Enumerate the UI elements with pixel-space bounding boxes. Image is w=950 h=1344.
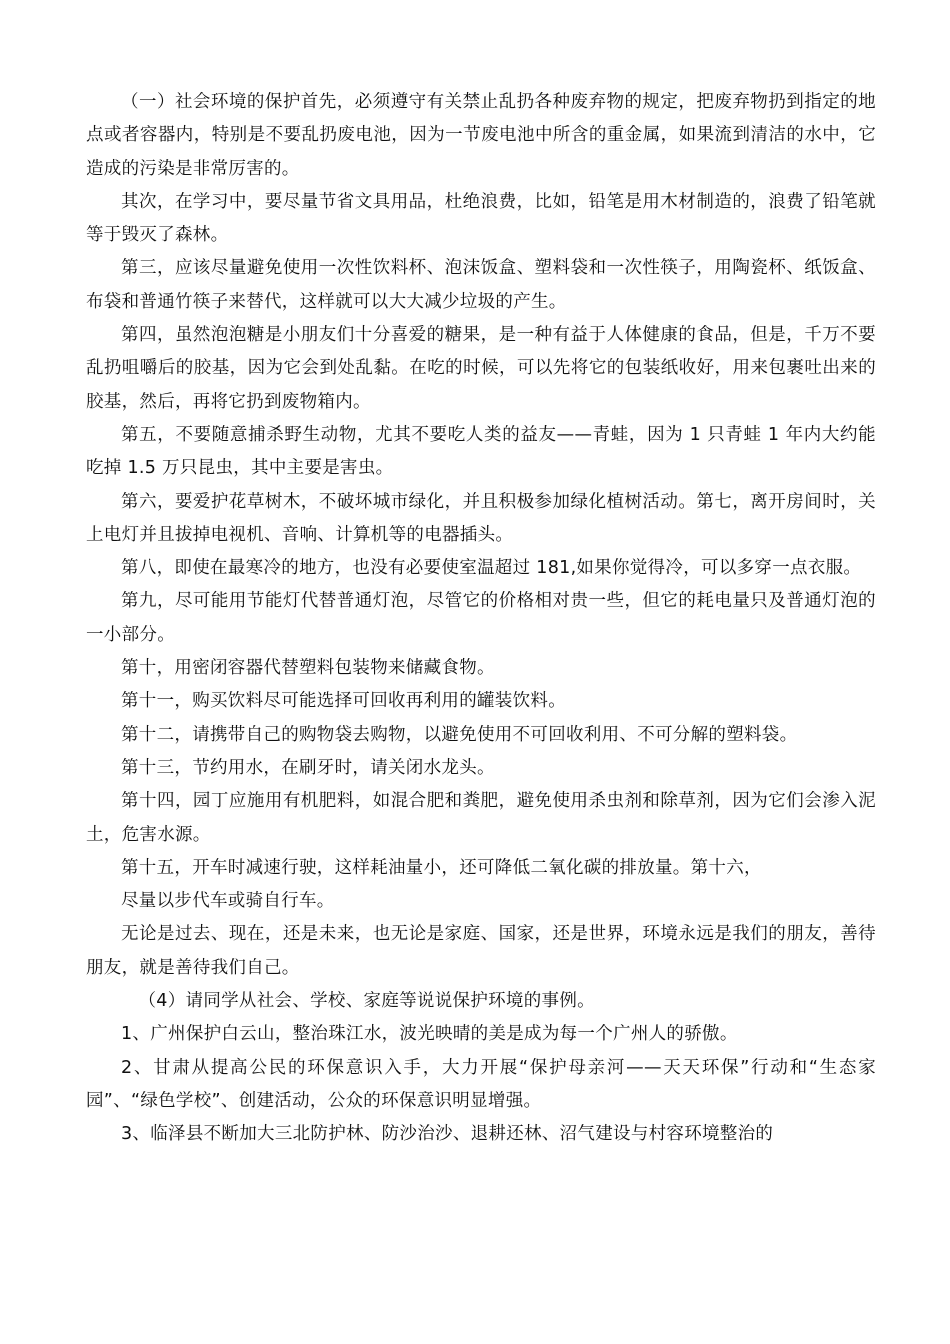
paragraph-third: 第三，应该尽量避免使用一次性饮料杯、泡沫饭盒、塑料袋和一次性筷子，用陶瓷杯、纸饭盒、布袋和普通竹筷子来替代，这样就可以大大减少垃圾的产生。 xyxy=(86,258,876,312)
paragraph-second: 其次，在学习中，要尽量节省文具用品，杜绝浪费，比如，铅笔是用木材制造的，浪费了铅笔就等于毁灭了森林。 xyxy=(86,191,876,246)
question-heading: （4）请同学从社会、学校、家庭等说说保护环境的事例。 xyxy=(138,991,595,1012)
paragraph-fourteenth: 第十四，园丁应施用有机肥料，如混合肥和粪肥，避免使用杀虫剂和除草剂，因为它们会渗入泥土，危害水源。 xyxy=(86,791,876,845)
paragraph-eighth: 第八，即使在最寒冷的地方，也没有必要使室温超过 181,如果你觉得冷，可以多穿一点衣服。 xyxy=(121,558,862,579)
paragraph-eleventh: 第十一，购买饮料尽可能选择可回收再利用的罐装饮料。 xyxy=(121,691,566,712)
example-item-3: 3、临泽县不断加大三北防护林、防沙治沙、退耕还林、沼气建设与村容环境整治的 xyxy=(121,1124,774,1145)
paragraph-conclusion: 无论是过去、现在，还是未来，也无论是家庭、国家，还是世界，环境永远是我们的朋友，善待朋友，就是善待我们自己。 xyxy=(86,924,876,978)
paragraph-ninth: 第九，尽可能用节能灯代替普通灯泡，尽管它的价格相对贵一些，但它的耗电量只及普通灯泡的一小部分。 xyxy=(86,591,876,645)
example-item-1: 1、广州保护白云山，整治珠江水，波光映晴的美是成为每一个广州人的骄傲。 xyxy=(121,1024,738,1045)
paragraph-sixth-seventh: 第六，要爱护花草树木，不破坏城市绿化，并且积极参加绿化植树活动。第七，离开房间时，关上电灯并且拔掉电视机、音响、计算机等的电器插头。 xyxy=(86,491,876,545)
paragraph-fifteenth: 第十五，开车时减速行驶，这样耗油量小，还可降低二氧化碳的排放量。第十六， xyxy=(121,857,762,878)
paragraph-fifth: 第五，不要随意捕杀野生动物，尤其不要吃人类的益友——青蛙，因为 1 只青蛙 1 年内大约能吃掉 1.5 万只昆虫，其中主要是害虫。 xyxy=(86,424,876,479)
paragraph-twelfth: 第十二，请携带自己的购物袋去购物，以避免使用不可回收利用、不可分解的塑料袋。 xyxy=(121,724,798,745)
example-item-2: 2、甘肃从提高公民的环保意识入手，大力开展“保护母亲河——天天环保”行动和“生态家园”、“绿色学校”、创建活动，公众的环保意识明显增强。 xyxy=(86,1057,876,1111)
paragraph-social-environment: （一）社会环境的保护首先，必须遵守有关禁止乱扔各种废弃物的规定，把废弃物扔到指定的地点或者容器内，特别是不要乱扔废电池，因为一节废电池中所含的重金属，如果流到清洁的水中，它造成的污染是非常厉害的。 xyxy=(86,92,876,179)
document-body xyxy=(86,86,876,1152)
paragraph-fourth: 第四，虽然泡泡糖是小朋友们十分喜爱的糖果，是一种有益于人体健康的食品，但是，千万不要乱扔咀嚼后的胶基，因为它会到处乱黏。在吃的时候，可以先将它的包装纸收好，用来包裹吐出来的胶基，然后，再将它扔到废物箱内。 xyxy=(86,325,876,412)
paragraph-thirteenth: 第十三，节约用水，在刷牙时，请关闭水龙头。 xyxy=(121,757,495,778)
paragraph-sixteenth: 尽量以步代车或骑自行车。 xyxy=(121,891,335,912)
paragraph-tenth: 第十，用密闭容器代替塑料包装物来储藏食物。 xyxy=(121,658,495,679)
